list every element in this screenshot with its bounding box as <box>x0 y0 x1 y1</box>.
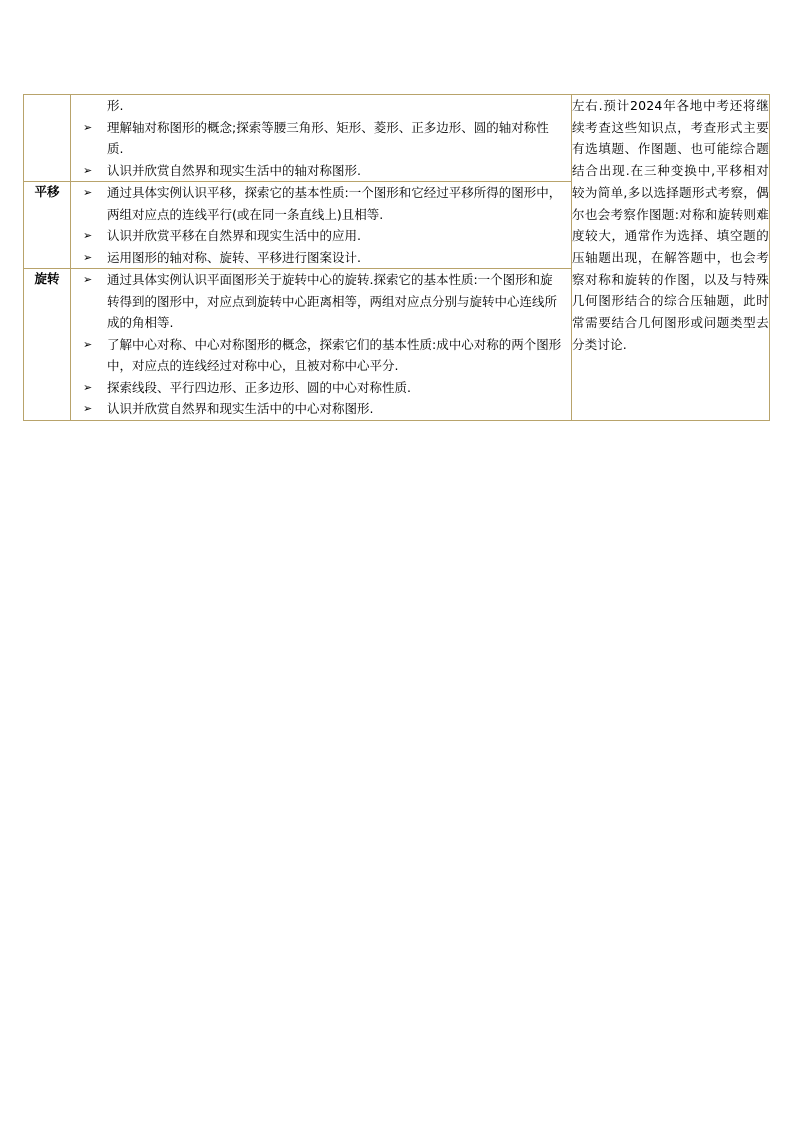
list-item <box>71 269 565 334</box>
list-item <box>71 95 565 117</box>
arrow-bullet-icon: ➢ <box>83 402 93 415</box>
list-item <box>71 377 565 399</box>
item-text: 形. <box>107 98 124 113</box>
item-text: 理解轴对称图形的概念;探索等腰三角形、矩形、菱形、正多边形、圆的轴对称性质. <box>107 119 549 156</box>
item-text: 通过具体实例认识平面图形关于旋转中心的旋转.探索它的基本性质:一个图形和旋转得到的图形中，对应点到旋转中心距离相等，两组对应点分别与旋转中心连线所成的角相等. <box>107 272 558 330</box>
arrow-bullet-icon: ➢ <box>83 337 93 351</box>
curriculum-table <box>23 94 770 421</box>
list-item <box>71 247 565 269</box>
category-cell <box>24 95 71 182</box>
list-item <box>71 225 565 247</box>
item-text: 了解中心对称、中心对称图形的概念，探索它们的基本性质:成中心对称的两个图形中，对应点的连线经过对称中心，且被对称中心平分. <box>107 336 562 373</box>
item-text: 通过具体实例认识平移，探索它的基本性质:一个图形和它经过平移所得的图形中，两组对应点的连线平行(或在同一条直线上)且相等. <box>107 185 562 222</box>
arrow-bullet-icon: ➢ <box>83 163 93 177</box>
arrow-bullet-icon: ➢ <box>83 250 93 264</box>
category-cell: 平移 <box>24 182 71 269</box>
arrow-bullet-icon: ➢ <box>83 186 93 199</box>
item-text: 运用图形的轴对称、旋转、平移进行图案设计. <box>107 249 361 265</box>
list-item <box>71 398 565 420</box>
item-text: 认识并欣赏自然界和现实生活中的轴对称图形. <box>107 162 361 178</box>
arrow-bullet-icon: ➢ <box>83 229 93 242</box>
analysis-note: 左右.预计2024年各地中考还将继续考查这些知识点，考查形式主要有选填题、作图题、也可能综合题结合出现.在三种变换中,平移相对较为简单,多以选择题形式考察，偶尔也会考察作图题:对称和旋转则难度较大，通常作为选择、填空题的压轴题出现，在解答题中，也会考察对称和旋转的作图，以及与特殊几何图形结合的综合压轴题，此时常需要结合几何图形或问题类型去分类讨论. <box>572 98 769 352</box>
arrow-bullet-icon: ➢ <box>83 380 93 394</box>
requirements-cell <box>71 182 572 269</box>
arrow-bullet-icon: ➢ <box>83 120 93 134</box>
item-text: 认识并欣赏平移在自然界和现实生活中的应用. <box>107 228 361 243</box>
list-item <box>71 334 565 377</box>
requirements-cell <box>71 95 572 182</box>
requirements-cell <box>71 269 572 421</box>
list-item <box>71 117 565 160</box>
item-text: 探索线段、平行四边形、正多边形、圆的中心对称性质. <box>107 379 411 395</box>
analysis-note-cell <box>572 95 770 421</box>
category-cell: 旋转 <box>24 269 71 421</box>
table-row <box>24 95 770 182</box>
list-item <box>71 160 565 182</box>
arrow-bullet-icon: ➢ <box>83 273 93 286</box>
list-item <box>71 182 565 225</box>
item-text: 认识并欣赏自然界和现实生活中的中心对称图形. <box>107 401 374 416</box>
